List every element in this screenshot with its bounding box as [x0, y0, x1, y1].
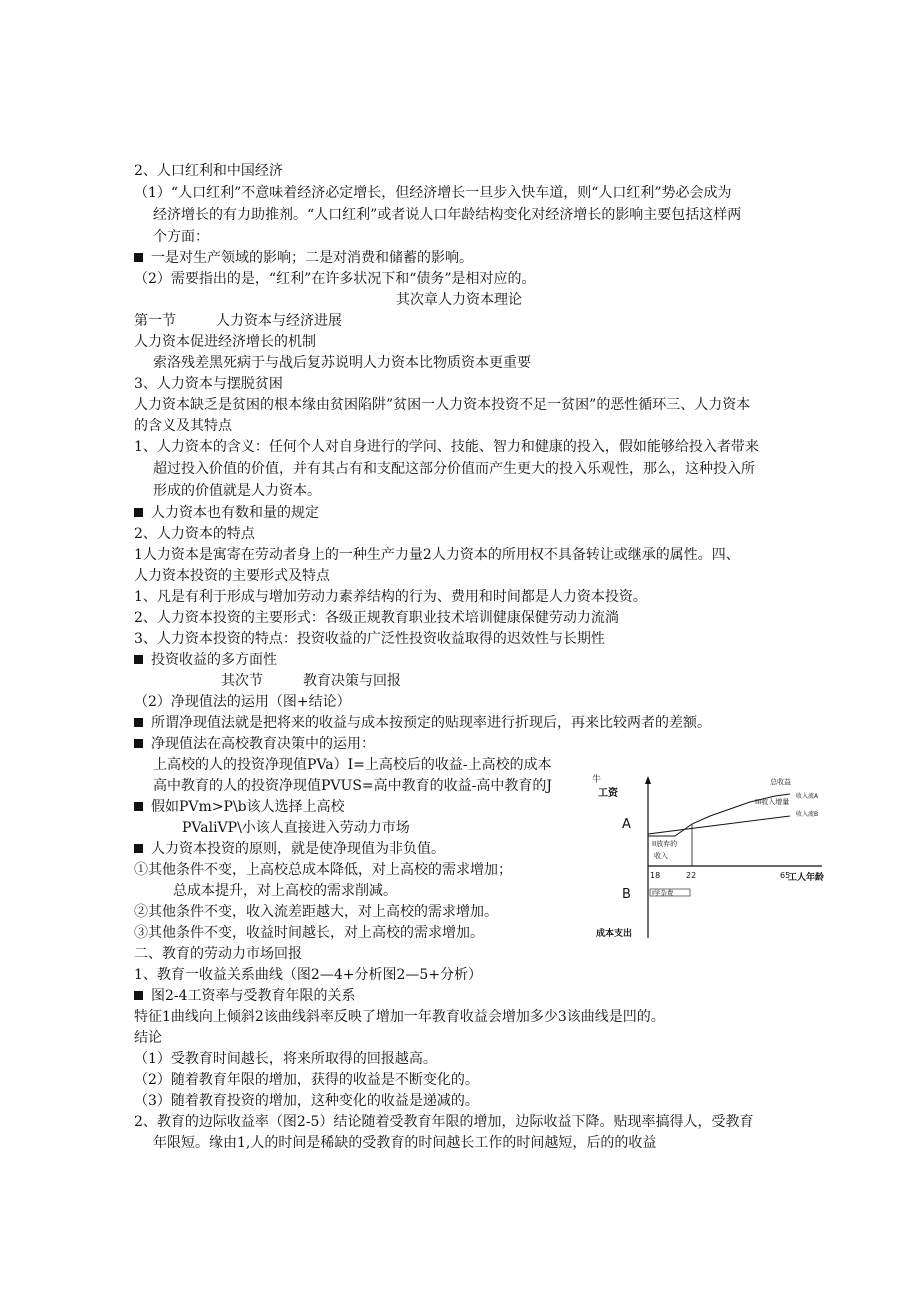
- age-65-tick: 65: [780, 871, 791, 880]
- square-bullet-icon: [134, 844, 143, 853]
- square-bullet-icon: [134, 991, 143, 1000]
- income-increment-label: III收入增量: [755, 798, 790, 806]
- formula-line: 高中教育的人的投资净现值PVUS=高中教育的收益-高中教育的J: [153, 778, 552, 794]
- square-bullet-icon: [134, 802, 143, 811]
- education-investment-figure: [590, 768, 830, 944]
- square-bullet-icon: [134, 508, 143, 517]
- paragraph-line: 2、教育的边际收益率（图2-5）结论随着受教育年限的增加，边际收益下降。贴现率搞得人，受教育: [134, 1114, 754, 1130]
- bullet-item: 所谓净现值法就是把将来的收益与成本按预定的贴现率进行折现后，再来比较两者的差额。: [134, 713, 711, 733]
- paragraph-line: 特征1曲线向上倾斜2该曲线斜率反映了增加一年教育收益会增加多少3该曲线是凹的。: [134, 1009, 665, 1025]
- tuition-label: I学杂费: [652, 889, 674, 897]
- paragraph-line: 人力资本促进经济增长的机制: [134, 334, 316, 350]
- section-heading: 其次节 教育决策与回报: [221, 673, 401, 689]
- paragraph-line: （2）净现值法的运用（图+结论）: [134, 694, 351, 710]
- paragraph-line: （2）随着教育年限的增加，获得的收益是不断变化的。: [134, 1072, 479, 1088]
- total-income-label: 总收益: [770, 778, 791, 786]
- bullet-item: 假如PVm>P\b该人选择上高校: [134, 797, 345, 817]
- bullet-item: 图2-4工资率与受教育年限的关系: [134, 986, 356, 1006]
- paragraph-line: （2）需要指出的是，“红利”在许多状况下和“债务”是相对应的。: [134, 271, 536, 287]
- square-bullet-icon: [134, 739, 143, 748]
- chapter-title: 其次章人力资本理论: [396, 292, 522, 308]
- forgone-income-label-1: II放弃的: [652, 840, 678, 848]
- paragraph-line: ①其他条件不变，上高校总成本降低，对上高校的需求增加；: [134, 862, 512, 878]
- paragraph-line: 总成本提升，对上高校的需求削减。: [173, 883, 397, 899]
- wage-axis-label: 工资: [598, 788, 618, 799]
- paragraph-line: （1）“人口红利”不意味着经济必定增长，但经济增长一旦步入快车道，则“人口红利”势必会成为: [134, 185, 732, 201]
- paragraph-line: 2、人力资本投资的主要形式：各级正规教育职业技术培训健康保健劳动力流淌: [134, 610, 619, 626]
- paragraph-line: 1、人力资本的含义：任何个人对自身进行的学问、技能、智力和健康的投入，假如能够给投入者带来: [134, 439, 759, 455]
- top-mark-label: 牛: [592, 775, 602, 785]
- paragraph-line: 结论: [134, 1030, 162, 1046]
- paragraph-line: 3、人力资本投资的特点：投资收益的广泛性投资收益取得的迟效性与长期性: [134, 631, 605, 647]
- bullet-item: 投资收益的多方面性: [134, 650, 277, 670]
- income-stream-a-label: 收入流A: [796, 793, 819, 800]
- worker-age-axis-label: 工人年龄: [788, 873, 825, 883]
- income-stream-b-line: [648, 816, 790, 834]
- paragraph-line: 1、教育一收益关系曲线（图2—4+分析图2—5+分析）: [134, 967, 482, 983]
- paragraph-line: 形成的价值就是人力资本。: [153, 483, 321, 499]
- paragraph-line: 个方面：: [153, 229, 209, 245]
- y-axis-arrow-icon: [645, 776, 651, 784]
- bullet-item: 人力资本也有数和量的规定: [134, 503, 319, 523]
- paragraph-line: 人力资本缺乏是贫困的根本缘由贫困陷阱”贫困一人力资本投资不足一贫困”的恶性循环三、人力资本: [134, 397, 751, 413]
- age-22-tick: 22: [686, 871, 697, 880]
- paragraph-line: ②其他条件不变，收入流差距越大，对上高校的需求增加。: [134, 904, 498, 920]
- paragraph-line: 索洛残差黑死病于与战后复苏说明人力资本比物质资本更重要: [153, 355, 531, 371]
- square-bullet-icon: [134, 655, 143, 664]
- paragraph-line: 年限短。缘由1,人的时间是稀缺的受教育的时间越长工作的时间越短，后的的收益: [153, 1135, 657, 1151]
- income-stream-b-label: 收入流B: [796, 811, 819, 818]
- formula-line: 上高校的人的投资净现值PVa）I=上高校后的收益-上高校的成本: [153, 757, 552, 773]
- bullet-item: 一是对生产领域的影响；二是对消费和储蓄的影响。: [134, 248, 473, 268]
- paragraph-line: 2、人力资本的特点: [134, 526, 255, 542]
- age-18-tick: 18: [650, 871, 661, 880]
- forgone-income-label-2: 收入: [654, 852, 668, 860]
- paragraph-line: 1人力资本是寓寄在劳动者身上的一种生产力量2人力资本的所用权不具备转让或继承的属性。四、: [134, 547, 740, 563]
- paragraph-line: 3、人力资本与摆脱贫困: [134, 376, 283, 392]
- formula-line: PValiVP\小该人直接进入劳动力市场: [182, 820, 410, 836]
- paragraph-line: 人力资本投资的主要形式及特点: [134, 568, 330, 584]
- paragraph-line: 的含义及其特点: [134, 418, 232, 434]
- bullet-item: 人力资本投资的原则，就是使净现值为非负值。: [134, 839, 445, 859]
- square-bullet-icon: [134, 253, 143, 262]
- cost-axis-label: 成本支出: [596, 929, 633, 939]
- heading-demographic-dividend: 2、人口红利和中国经济: [134, 163, 283, 179]
- paragraph-line: （1）受教育时间越长，将来所取得的回报越高。: [134, 1051, 437, 1067]
- square-bullet-icon: [134, 718, 143, 727]
- paragraph-line: 1、凡是有利于形成与增加劳动力素养结构的行为、费用和时间都是人力资本投资。: [134, 589, 647, 605]
- section-heading: 第一节 人力资本与经济进展: [134, 313, 342, 329]
- bullet-item: 净现值法在高校教育决策中的运用：: [134, 734, 375, 754]
- paragraph-line: ③其他条件不变，收益时间越长，对上高校的需求增加。: [134, 925, 484, 941]
- paragraph-line: 经济增长的有力助推剂。“人口红利”或者说人口年龄结构变化对经济增长的影响主要包括这样两: [153, 207, 742, 223]
- label-a: A: [622, 817, 631, 832]
- label-b: B: [622, 887, 631, 902]
- paragraph-line: 超过投入价值的价值，并有其占有和支配这部分价值而产生更大的投入乐观性，那么，这种投入所: [153, 461, 755, 477]
- paragraph-line: （3）随着教育投资的增加，这种变化的收益是递减的。: [134, 1093, 479, 1109]
- paragraph-line: 二、教育的劳动力市场回报: [134, 946, 302, 962]
